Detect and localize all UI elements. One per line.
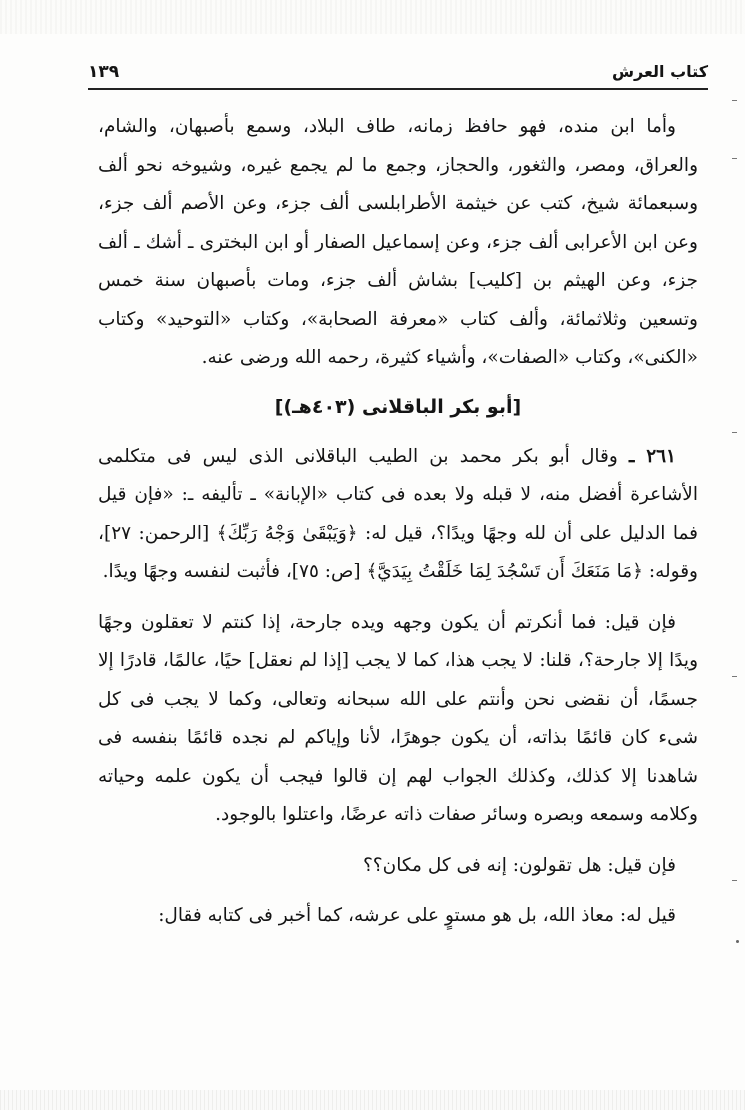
page-header <box>88 60 708 86</box>
page-number: ١٣٩ <box>88 62 120 82</box>
margin-mark <box>732 158 737 159</box>
margin-mark <box>732 676 737 677</box>
margin-mark <box>736 940 739 943</box>
scan-edge-bottom <box>0 1090 745 1110</box>
running-title: كتاب العرش <box>611 62 708 81</box>
margin-mark <box>732 880 737 881</box>
entry-261-text: وقال أبو بكر محمد بن الطيب الباقلانى الذى ليس فى متكلمى الأشاعرة أفضل منه، لا قبله ولا بعده فى كتاب «الإبانة» ـ تأليفه ـ: «فإن قيل فما الدليل على أن لله وجهًا ويدًا؟، قيل له: ﴿وَيَبْقَىٰ وَجْهُ رَبِّكَ﴾ [الرحمن: ٢٧]، وقوله: ﴿مَا مَنَعَكَ أَن تَسْجُدَ لِمَا خَلَقْتُ بِيَدَيَّ﴾ [ص: ٧٥]، فأثبت لنفسه وجهًا ويدًا. <box>98 445 698 582</box>
paragraph-objection: فإن قيل: فما أنكرتم أن يكون وجهه ويده جارحة، إذا كنتم لا تعقلون وجهًا ويدًا إلا جارحة؟، قلنا: لا يجب هذا، كما لا يجب [إذا لم نعقل] حيًا، عالمًا، قادرًا إلا جسمًا، أن نقضى نحن وأنتم على الله سبحانه وتعالى، وكما لا يجب فى كل شىء كان قائمًا بذاته، أن يكون جوهرًا، لأنا وإياكم لم نجده قائمًا بنفسه فى شاهدنا إلا كذلك، وكذلك الجواب لهم إن قالوا فيجب أن يكون علمه وحياته وكلامه وسمعه وبصره وسائر صفات ذاته عرضًا، واعتلوا بالوجود. <box>98 611 698 825</box>
section-heading: [أبو بكر الباقلانى (٤٠٣هـ)] <box>274 395 522 418</box>
paragraph-answer: قيل له: معاذ الله، بل هو مستوٍ على عرشه، كما أخبر فى كتابه فقال: <box>158 905 676 926</box>
header-rule <box>88 88 708 90</box>
paragraph-entry-261 <box>98 438 698 592</box>
paragraph-question: فإن قيل: هل تقولون: إنه فى كل مكان؟؟ <box>362 854 676 876</box>
entry-number: ٢٦١ ـ <box>629 445 676 467</box>
margin-mark <box>732 432 737 433</box>
scan-edge-top <box>0 0 745 34</box>
page-body <box>98 108 698 948</box>
margin-mark <box>732 100 737 101</box>
paragraph-ibn-mandah: وأما ابن منده، فهو حافظ زمانه، طاف البلاد، وسمع بأصبهان، والشام، والعراق، ومصر، والثغور، والحجاز، وجمع ما لم يجمع غيره، وشيوخه نحو ألف وسبعمائة شيخ، كتب عن خيثمة الأطرابلسى ألف جزء، وعن الأصم ألف جزء، وعن ابن الأعرابى ألف جزء، وعن إسماعيل الصفار أو ابن البخترى ـ أشك ـ ألف جزء، وعن الهيثم بن [كليب] بشاش ألف جزء، ومات بأصبهان سنة خمس وتسعين وثلاثمائة، وألف كتاب «معرفة الصحابة»، وكتاب «التوحيد» وكتاب «الكنى»، وكتاب «الصفات»، وأشياء كثيرة، رحمه الله ورضى عنه. <box>98 116 698 368</box>
